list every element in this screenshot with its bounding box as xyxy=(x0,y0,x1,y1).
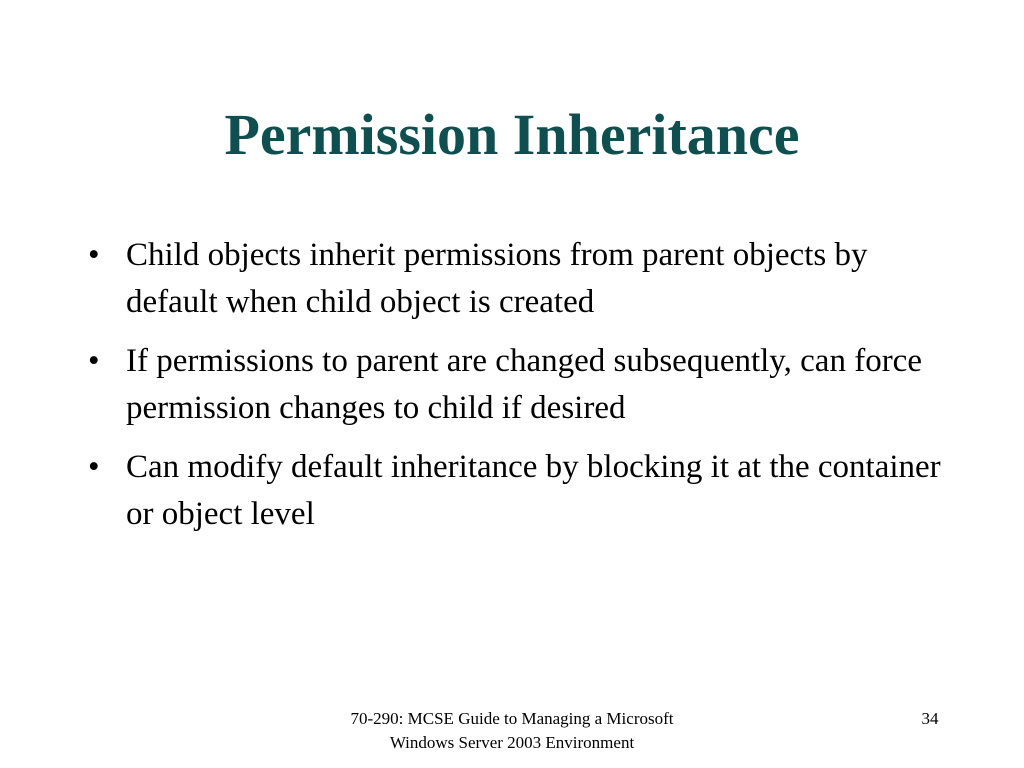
bullet-item xyxy=(80,338,960,432)
bullet-icon: • xyxy=(88,343,100,379)
footer-line-2: Windows Server 2003 Environment xyxy=(389,733,635,752)
bullet-text: If permissions to parent are changed subsequently, can force permission changes to child if desired xyxy=(126,343,922,426)
slide-footer xyxy=(280,707,744,755)
bullet-text: Child objects inherit permissions from parent objects by default when child object is created xyxy=(126,237,868,320)
bullet-list xyxy=(80,232,960,550)
bullet-icon: • xyxy=(88,237,100,273)
slide-title: Permission Inheritance xyxy=(224,102,800,167)
bullet-icon: • xyxy=(88,449,100,485)
bullet-item xyxy=(80,444,960,538)
bullet-text: Can modify default inheritance by blocking it at the container or object level xyxy=(126,449,941,532)
bullet-item xyxy=(80,232,960,326)
page-number: 34 xyxy=(921,709,939,728)
footer-line-1: 70-290: MCSE Guide to Managing a Microsoft xyxy=(350,709,674,728)
